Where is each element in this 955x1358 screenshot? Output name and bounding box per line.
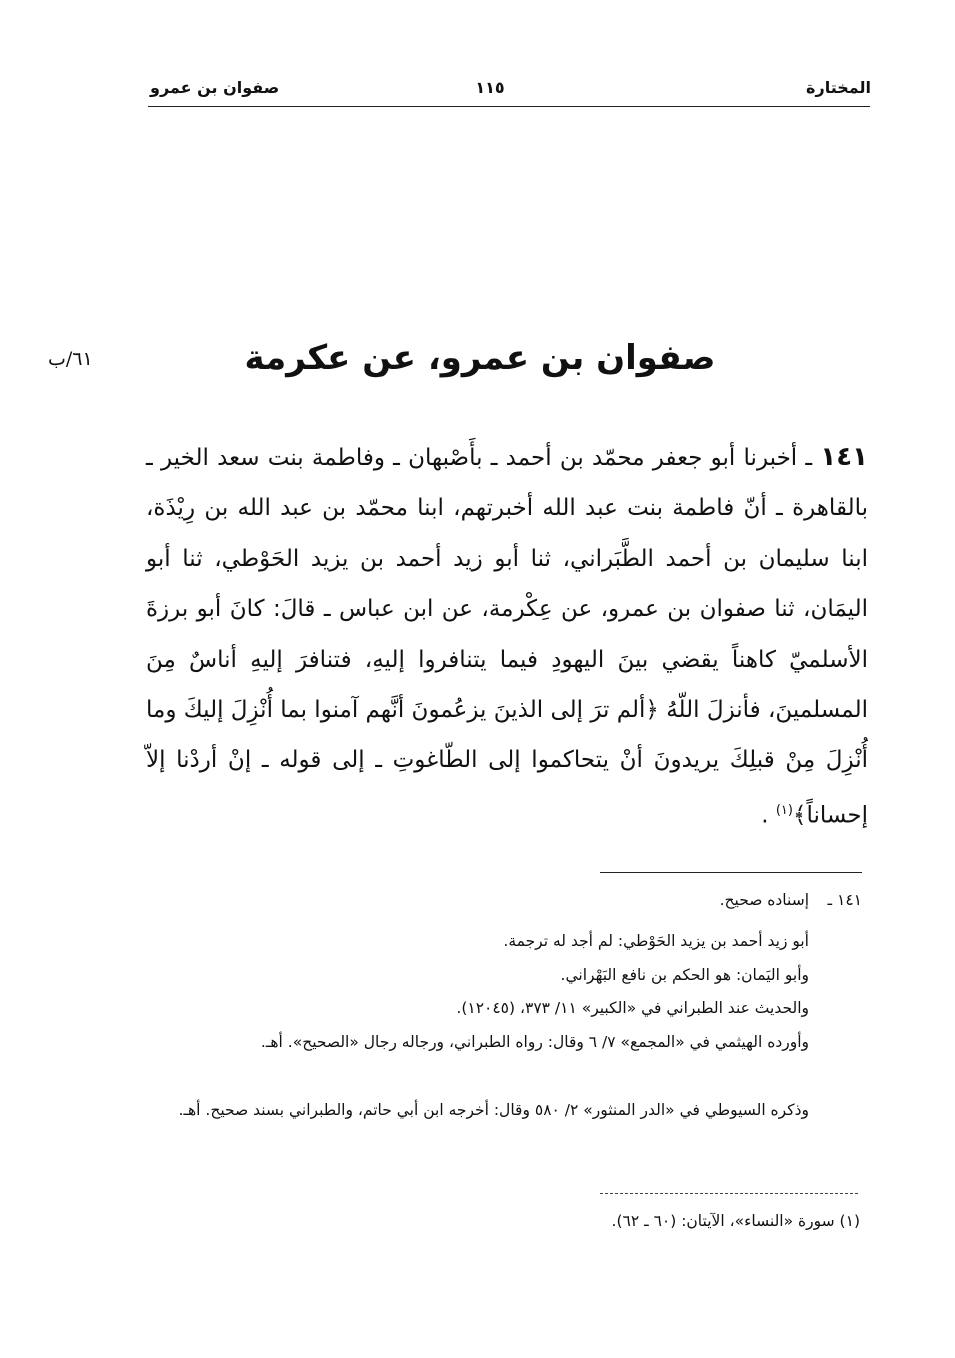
note-number: ١٤١ ـ — [827, 891, 862, 909]
hadith-text — [146, 432, 868, 841]
note-isnad-grade: إسناده صحيح. — [719, 891, 809, 909]
manuscript-folio-marker: ٦١/ب — [48, 348, 93, 370]
note-narrator-1: أبو زيد أحمد بن يزيد الحَوْطي: لم أجد له ترجمة. — [503, 932, 809, 950]
hadith-number: ١٤١ — [820, 442, 868, 472]
footnote-separator — [600, 1193, 858, 1194]
note-source-tabarani: والحديث عند الطبراني في «الكبير» ١١/ ٣٧٣، (١٢٠٤٥). — [456, 999, 809, 1017]
note-source-suyuti: وذكره السيوطي في «الدر المنثور» ٢/ ٥٨٠ وقال: أخرجه ابن أبي حاتم، والطبراني بسند صحيح. أهـ. — [178, 1101, 809, 1119]
hadith-ending: . — [761, 802, 776, 829]
chapter-title: صفوان بن عمرو، عن عكرمة — [244, 338, 716, 378]
notes-separator — [600, 872, 862, 873]
running-header-chapter: صفوان بن عمرو — [150, 78, 280, 97]
hadith-body: ـ أخبرنا أبو جعفر محمّد بن أحمد ـ بأَصْبهان ـ وفاطمة بنت سعد الخير ـ بالقاهرة ـ أنّ فاطمة بنت عبد الله أخبرتهم، ابنا محمّد بن عبد الله بن رِيْذَة، ابنا سليمان بن أحمد الطَّبَراني، ثنا أبو زيد أحمد بن يزيد الحَوْطي، ثنا أبو اليمَان، ثنا صفوان بن عمرو، عن عِكْرمة، عن ابن عباس ـ قالَ: كانَ أبو برزةَ الأسلميّ كاهناً يقضي بينَ اليهودِ فيما يتنافروا إليهِ، فتنافرَ إليهِ أناسٌ مِنَ المسلمينَ، فأنزلَ اللّهُ ﴿ألم ترَ إلى الذينَ يزعُمونَ أنَّهم آمنوا بما أُنْزِلَ إليكَ وما أُنْزِلَ مِنْ قبلِكَ يريدونَ أنْ يتحاكموا إلى الطّاغوتِ ـ إلى قوله ـ إنْ أردْنا إلاّ إحساناً﴾ — [146, 445, 868, 829]
page-number: ١١٥ — [475, 78, 505, 97]
note-narrator-2: وأبو اليَمان: هو الحكم بن نافع البَهْراني. — [560, 966, 809, 984]
footnote-reference: (١) — [775, 802, 793, 818]
running-header-book-title: المختارة — [806, 78, 871, 97]
header-rule — [148, 106, 870, 107]
footnote-1: (١) سورة «النساء»، الآيتان: (٦٠ ـ ٦٢). — [611, 1212, 860, 1230]
note-source-haythami: وأورده الهيثمي في «المجمع» ٧/ ٦ وقال: رواه الطبراني، ورجاله رجال «الصحيح». أهـ. — [260, 1033, 809, 1051]
